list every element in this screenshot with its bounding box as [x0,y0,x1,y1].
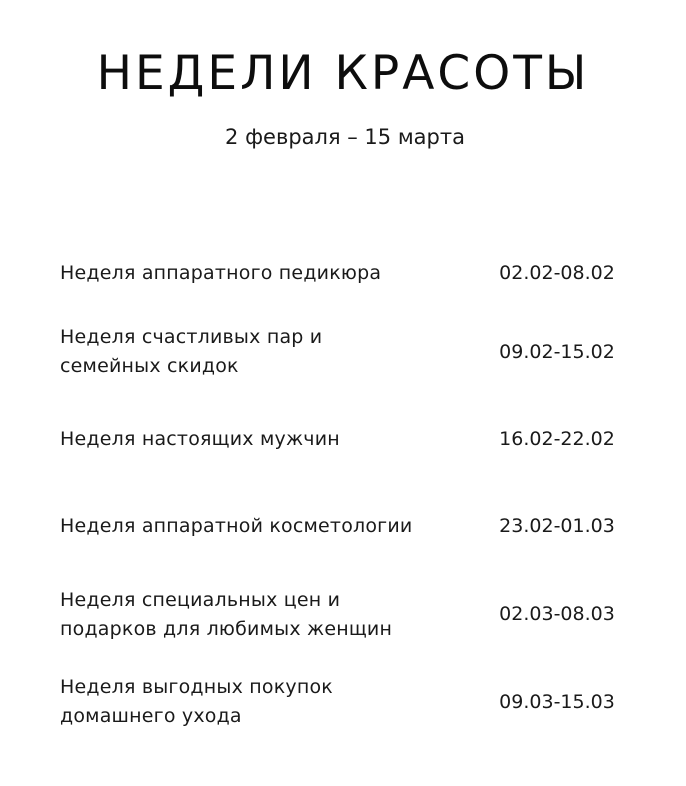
week-name: Неделя аппаратной косметологии [60,515,413,537]
week-name: Неделя счастливых пар и семейных скидок [60,326,323,377]
week-dates: 23.02-01.03 [499,515,615,537]
week-name: Неделя аппаратного педикюра [60,262,382,284]
week-dates: 16.02-22.02 [499,428,615,450]
week-name: Неделя настоящих мужчин [60,428,340,450]
date-range-subtitle: 2 февраля – 15 марта [225,125,465,149]
week-dates: 02.02-08.02 [499,262,615,284]
week-name: Неделя специальных цен и подарков для любимых женщин [60,589,393,640]
week-dates: 09.02-15.02 [499,341,615,363]
page-title: НЕДЕЛИ КРАСОТЫ [96,46,590,101]
week-dates: 09.03-15.03 [499,691,615,713]
week-name: Неделя выгодных покупок домашнего ухода [60,676,333,727]
week-dates: 02.03-08.03 [499,603,615,625]
